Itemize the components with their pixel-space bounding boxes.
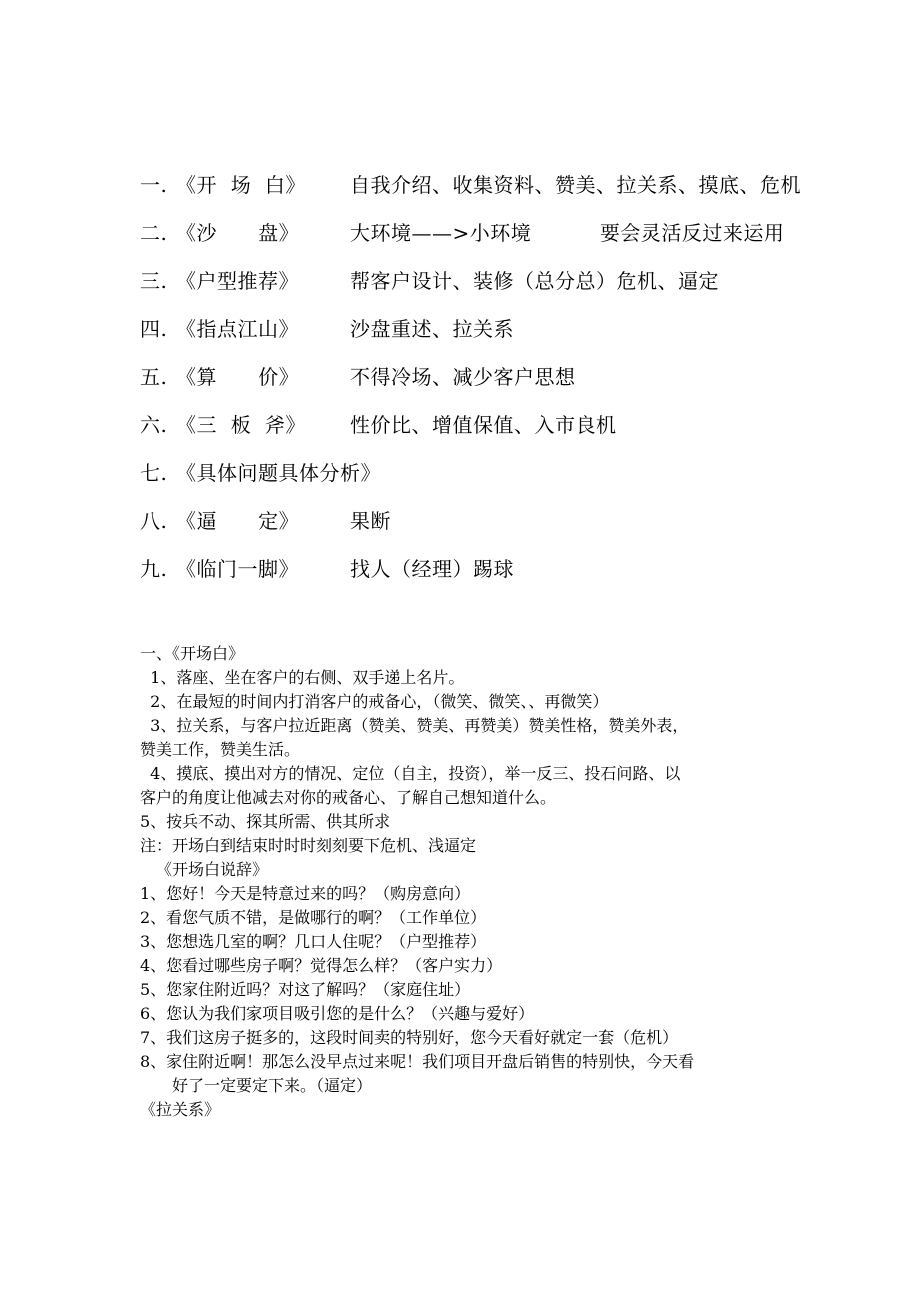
outline-desc: 帮客户设计、装修（总分总）危机、逼定 — [350, 269, 719, 293]
outline-title: 《指点江山》 — [176, 317, 299, 341]
outline-desc: 自我介绍、收集资料、赞美、拉关系、摸底、危机 — [350, 173, 801, 197]
outline-num: 三. — [140, 269, 168, 293]
outline-item-1 — [140, 168, 801, 216]
outline-title: 《户型推荐》 — [176, 269, 299, 293]
script-item-continuation: 好了一定要定下来。（逼定） — [172, 1076, 373, 1095]
script-item: 1、您好！今天是特意过来的吗？（购房意向） — [140, 884, 471, 903]
outline-title: 《临门一脚》 — [176, 557, 299, 581]
outline-num: 一. — [140, 173, 168, 197]
outline-desc: 果断 — [350, 509, 391, 533]
outline-list — [140, 168, 801, 600]
outline-title: 《具体问题具体分析》 — [176, 461, 381, 485]
outline-title: 《逼 定》 — [176, 509, 300, 533]
script-item: 2、看您气质不错，是做哪行的啊？（工作单位） — [140, 908, 487, 927]
outline-num: 四. — [140, 317, 168, 341]
section-heading: 《开场白说辞》 — [156, 860, 269, 879]
outline-title: 《开 场 白》 — [176, 173, 306, 197]
outline-item-6 — [140, 408, 801, 456]
outline-title: 《沙 盘》 — [176, 221, 300, 245]
outline-title: 《算 价》 — [176, 365, 300, 389]
outline-num: 七. — [140, 461, 168, 485]
paragraph-line: 客户的角度让他减去对你的戒备心、了解自己想知道什么。 — [140, 788, 557, 807]
script-item: 3、您想选几室的啊？几口人住呢？（户型推荐） — [140, 932, 487, 951]
outline-title: 《三 板 斧》 — [176, 413, 306, 437]
outline-desc: 性价比、增值保值、入市良机 — [350, 413, 617, 437]
outline-desc: 沙盘重述、拉关系 — [350, 317, 514, 341]
outline-desc: 找人（经理）踢球 — [350, 557, 514, 581]
script-item: 4、您看过哪些房子啊？觉得怎么样？（客户实力） — [140, 956, 503, 975]
paragraph-line: 2、在最短的时间内打消客户的戒备心，（微笑、微笑、、再微笑） — [140, 692, 609, 711]
section-heading: 一、《开场白》 — [140, 644, 245, 663]
outline-item-9 — [140, 552, 801, 600]
script-item: 7、我们这房子挺多的，这段时间卖的特别好，您今天看好就定一套（危机） — [140, 1028, 679, 1047]
script-item: 8、家住附近啊！那怎么没早点过来呢！我们项目开盘后销售的特别快，今天看 — [140, 1052, 695, 1071]
paragraph-line: 4、摸底、摸出对方的情况、定位（自主，投资），举一反三、投石问路、以 — [140, 764, 681, 783]
paragraph-line: 3、拉关系，与客户拉近距离（赞美、赞美、再赞美）赞美性格，赞美外表， — [140, 716, 689, 735]
outline-num: 九. — [140, 557, 168, 581]
outline-item-4 — [140, 312, 801, 360]
outline-item-5 — [140, 360, 801, 408]
paragraph-line: 5、按兵不动、探其所需、供其所求 — [140, 812, 391, 831]
outline-num: 五. — [140, 365, 168, 389]
outline-desc: 大环境——>小环境 要会灵活反过来运用 — [350, 221, 785, 245]
outline-num: 六. — [140, 413, 168, 437]
script-item: 6、您认为我们家项目吸引您的是什么？（兴趣与爱好） — [140, 1004, 535, 1023]
note-line: 注：开场白到结束时时时刻刻要下危机、浅逼定 — [140, 836, 477, 855]
outline-item-2 — [140, 216, 801, 264]
outline-item-3 — [140, 264, 801, 312]
outline-item-7 — [140, 456, 801, 504]
section-heading: 《拉关系》 — [140, 1100, 221, 1119]
outline-desc: 不得冷场、减少客户思想 — [350, 365, 576, 389]
outline-item-8 — [140, 504, 801, 552]
outline-num: 二. — [140, 221, 168, 245]
script-item: 5、您家住附近吗？对这了解吗？（家庭住址） — [140, 980, 471, 999]
document-body — [140, 642, 800, 1122]
outline-num: 八. — [140, 509, 168, 533]
paragraph-line: 赞美工作，赞美生活。 — [140, 740, 301, 759]
paragraph-line: 1、落座、坐在客户的右侧、双手递上名片。 — [140, 668, 465, 687]
